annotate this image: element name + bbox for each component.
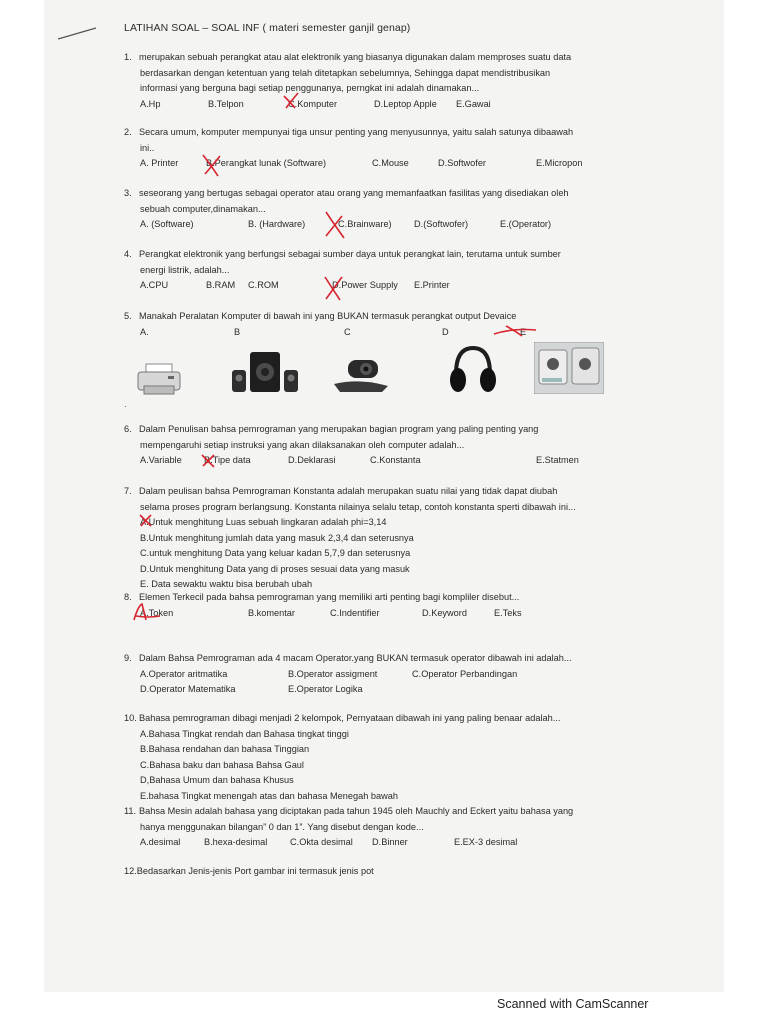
option-a[interactable]: A. (Software) <box>140 219 194 229</box>
option-d[interactable]: D.Power Supply <box>332 280 398 290</box>
question-number: 8. <box>124 592 132 602</box>
question-text: selama proses program berlangsung. Konstanta nilainya selalu tetap, contoh konstanta sperti dibawah ini... <box>140 501 576 512</box>
option-d[interactable]: D.Softwofer <box>438 158 486 168</box>
question-1 <box>124 50 644 112</box>
question-number: 7. <box>124 486 132 496</box>
option-c[interactable]: C.Komputer <box>288 98 338 109</box>
option-c[interactable]: C.Indentifier <box>330 607 380 618</box>
question-text: ini.. <box>140 142 155 153</box>
option-e[interactable]: E.Statmen <box>536 455 579 465</box>
option-a[interactable]: A.Bahasa Tingkat rendah dan Bahasa tingkat tinggi <box>140 728 349 739</box>
question-5 <box>124 309 644 340</box>
headphones-icon[interactable] <box>448 344 498 398</box>
option-a[interactable]: A.Hp <box>140 98 161 109</box>
question-7 <box>124 484 644 593</box>
page-title: LATIHAN SOAL – SOAL INF ( materi semester ganjil genap) <box>124 22 411 34</box>
option-c[interactable]: C.Konstanta <box>370 455 421 465</box>
option-a[interactable]: A.Untuk menghitung Luas sebuah lingkaran adalah phi=3,14 <box>140 517 387 527</box>
option-a[interactable]: A.Variable <box>140 455 182 465</box>
option-e[interactable]: E.Teks <box>494 607 522 618</box>
option-e[interactable]: E.bahasa Tingkat menengah atas dan bahasa Menegah bawah <box>140 790 398 801</box>
option-b[interactable]: B <box>234 326 241 337</box>
option-a[interactable]: A.desimal <box>140 837 181 847</box>
question-9 <box>124 651 644 697</box>
question-number: 6. <box>124 424 132 434</box>
option-e[interactable]: E <box>520 326 527 337</box>
option-a[interactable]: A. <box>140 326 149 337</box>
option-b[interactable]: B.Bahasa rendahan dan bahasa Tinggian <box>140 744 310 754</box>
option-e[interactable]: E. Data sewaktu waktu bisa berubah ubah <box>140 579 313 589</box>
option-d[interactable]: D,Bahasa Umum dan bahasa Khusus <box>140 775 294 785</box>
question-text: informasi yang berguna bagi setiap penggunanya, perngkat ini adalah dinamakan... <box>140 83 480 93</box>
question-text: Manakah Peralatan Komputer di bawah ini yang BUKAN termasuk perangkat output Devaice <box>139 311 517 321</box>
question-3 <box>124 186 644 232</box>
option-d[interactable]: D.Operator Matematika <box>140 683 236 694</box>
option-d[interactable]: D <box>442 326 449 337</box>
option-a[interactable]: A.CPU <box>140 280 169 290</box>
question-text: sebuah computer,dinamakan... <box>140 203 266 214</box>
option-b[interactable]: B.RAM <box>206 280 236 290</box>
question-10 <box>124 711 644 804</box>
option-c[interactable]: C <box>344 326 351 337</box>
question-text: Dalam Bahsa Pemrograman ada 4 macam Operator.yang BUKAN termasuk operator dibawah ini adalah... <box>139 653 572 663</box>
option-a[interactable]: A. Printer <box>140 158 179 168</box>
question-6 <box>124 422 644 468</box>
question-text: seseorang yang bertugas sebagai operator atau orang yang memanfaatkan fasilitas yang disediakan oleh <box>139 188 569 198</box>
question-number: 5. <box>124 311 132 321</box>
option-e[interactable]: E.Printer <box>414 280 450 290</box>
option-e[interactable]: E.Operator Logika <box>288 683 363 694</box>
option-a[interactable]: A.Token <box>140 607 174 618</box>
option-d[interactable]: D.Binner <box>372 837 408 847</box>
option-b[interactable]: B.Operator assigment <box>288 668 378 679</box>
question-text: mempengaruhi setiap instruksi yang akan dilaksanakan oleh computer adalah... <box>140 439 465 450</box>
device-photo-icon[interactable] <box>534 342 604 394</box>
question-4 <box>124 247 644 293</box>
question-number: 3. <box>124 188 132 198</box>
output-device-images <box>130 342 610 402</box>
scanner-watermark: Scanned with CamScanner <box>497 997 649 1011</box>
option-d[interactable]: D.Untuk menghitung Data yang di proses sesuai data yang masuk <box>140 563 410 574</box>
option-c[interactable]: C.Operator Perbandingan <box>412 668 518 679</box>
question-text: Perangkat elektronik yang berfungsi sebagai sumber daya untuk perangkat lain, terutama untuk sumber <box>139 249 561 259</box>
option-d[interactable]: D.Deklarasi <box>288 455 336 465</box>
question-text: energi listrik, adalah... <box>140 264 230 275</box>
option-d[interactable]: D.(Softwofer) <box>414 219 469 229</box>
option-c[interactable]: C.untuk menghitung Data yang keluar kadan 5,7,9 dan seterusnya <box>140 548 411 558</box>
question-text: merupakan sebuah perangkat atau alat elektronik yang biasanya digunakan dalam memproses suatu data <box>139 52 572 62</box>
printer-icon[interactable] <box>136 362 182 396</box>
option-c[interactable]: C.Okta desimal <box>290 837 353 847</box>
option-c[interactable]: C.Mouse <box>372 158 409 168</box>
option-a[interactable]: A.Operator aritmatika <box>140 668 228 679</box>
question-number: 10. <box>124 713 137 723</box>
option-c[interactable]: C.Bahasa baku dan bahasa Bahsa Gaul <box>140 759 304 770</box>
option-e[interactable]: E.Micropon <box>536 158 583 168</box>
question-number: 12. <box>124 866 137 876</box>
question-text: Bahsa Mesin adalah bahasa yang diciptakan pada tahun 1945 oleh Mauchly and Eckert yaitu bahasa yang <box>139 806 574 816</box>
option-b[interactable]: B.komentar <box>248 607 295 618</box>
question-text: hanya menggunakan bilangan” 0 dan 1”. Yang disebut dengan kode... <box>140 821 424 832</box>
pen-stroke-mark <box>56 24 98 42</box>
question-text: berdasarkan dengan ketentuan yang telah ditetapkan sebelumnya, Sehingga dapat mendistribusikan <box>140 67 551 78</box>
question-8 <box>124 590 644 621</box>
webcam-icon[interactable] <box>330 356 392 394</box>
option-c[interactable]: C.Brainware) <box>338 219 392 229</box>
question-text: Dalam Penulisan bahsa pemrograman yang merupakan bagian program yang paling penting yang <box>139 424 539 434</box>
question-number: 4. <box>124 249 132 259</box>
option-d[interactable]: D.Keyword <box>422 607 467 618</box>
speaker-set-icon[interactable] <box>230 348 300 394</box>
question-number: 11. <box>124 806 137 816</box>
question-text: Bedasarkan Jenis-jenis Port gambar ini termasuk jenis pot <box>136 866 374 876</box>
option-d[interactable]: D.Leptop Apple <box>374 98 437 109</box>
question-12 <box>124 864 644 880</box>
question-11 <box>124 804 644 850</box>
question-2 <box>124 125 644 171</box>
question-text: Elemen Terkecil pada bahsa pemrograman yang memiliki arti penting bagi kompliler disebut... <box>139 592 520 602</box>
stray-dot: · <box>124 402 127 411</box>
option-b[interactable]: B.Tipe data <box>204 455 251 465</box>
option-b[interactable]: B.Perangkat lunak (Software) <box>206 158 327 168</box>
question-number: 1. <box>124 52 132 62</box>
option-e[interactable]: E.EX-3 desimal <box>454 837 518 847</box>
option-e[interactable]: E.Gawai <box>456 98 491 109</box>
question-number: 2. <box>124 127 132 137</box>
option-b[interactable]: B.hexa-desimal <box>204 837 268 847</box>
question-text: Bahasa pemrograman dibagi menjadi 2 kelompok, Pernyataan dibawah ini yang paling benaar adalah... <box>139 713 561 723</box>
option-b[interactable]: B.Untuk menghitung jumlah data yang masuk 2,3,4 dan seterusnya <box>140 532 414 543</box>
question-text: Secara umum, komputer mempunyai tiga unsur penting yang menyusunnya, yaitu salah satunya dibaawah <box>139 127 574 137</box>
question-text: Dalam peulisan bahsa Pemrograman Konstanta adalah merupakan suatu nilai yang tidak dapat diubah <box>139 486 558 496</box>
question-number: 9. <box>124 653 132 663</box>
option-e[interactable]: E.(Operator) <box>500 219 552 229</box>
option-c[interactable]: C.ROM <box>248 280 279 290</box>
option-b[interactable]: B.Telpon <box>208 98 244 109</box>
option-b[interactable]: B. (Hardware) <box>248 219 306 229</box>
